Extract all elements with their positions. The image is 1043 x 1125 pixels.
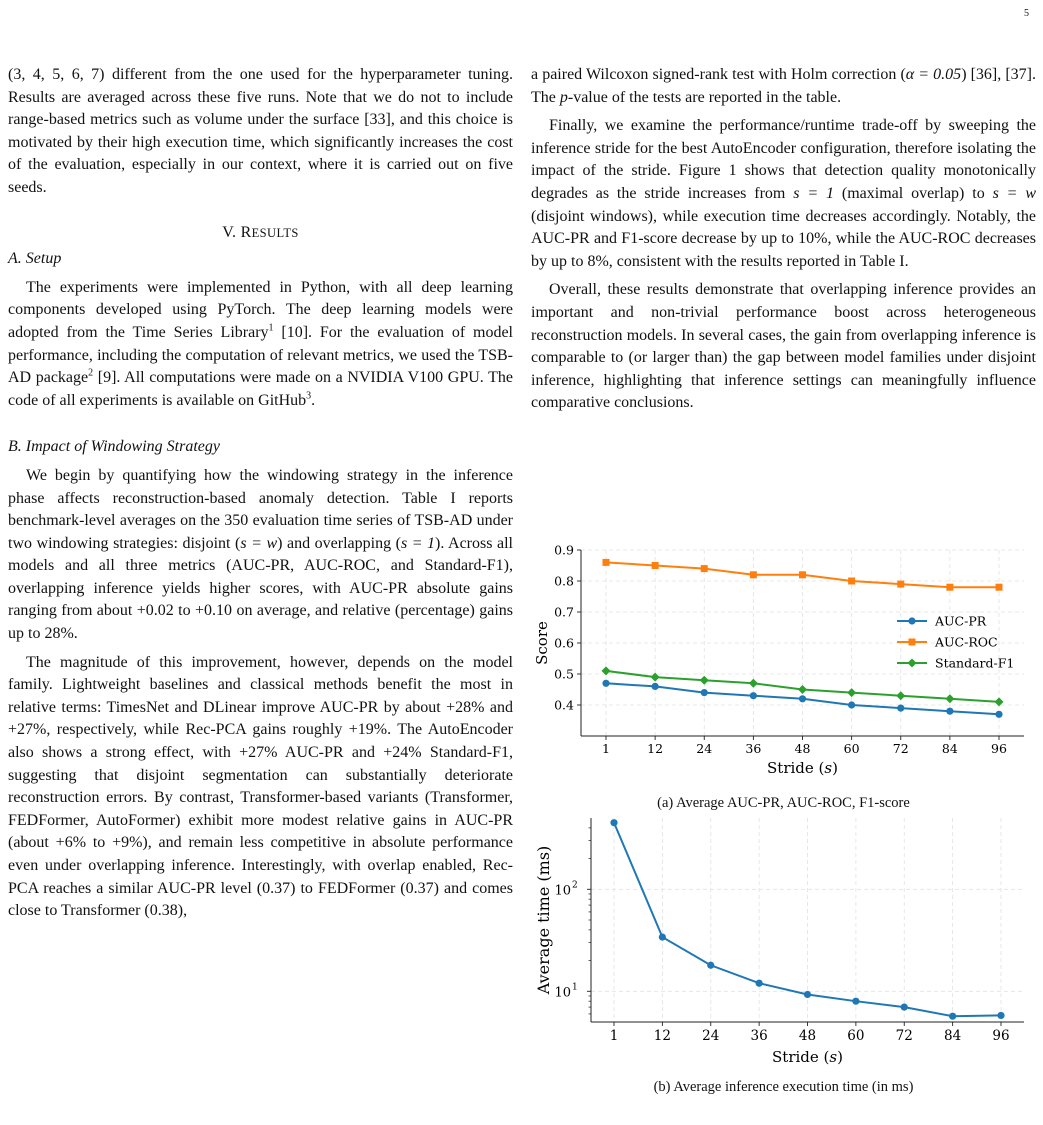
section-title-rest: ESULTS xyxy=(251,225,299,240)
x-tick-label: 48 xyxy=(798,1028,817,1044)
x-axis-label xyxy=(767,759,838,777)
setup-text-end: . xyxy=(311,391,316,409)
subsection-setup: A. Setup xyxy=(8,250,62,268)
page-number: 5 xyxy=(1024,8,1029,19)
y-tick-label: 10 xyxy=(554,985,571,1001)
x-tick-label: 60 xyxy=(847,1028,865,1044)
y-tick-exponent: 1 xyxy=(572,982,578,993)
x-tick-label: 24 xyxy=(702,1028,720,1044)
data-point xyxy=(997,1012,1004,1019)
y-tick-label: 10 xyxy=(554,883,571,899)
math-sw: s = w xyxy=(992,184,1036,202)
wilcoxon-text-c: -value of the tests are reported in the table. xyxy=(567,88,842,106)
data-point xyxy=(946,584,953,591)
setup-text-2: [10]. For the evaluation of model performance, including the computation of relevant metrics, we used the TSB-AD package xyxy=(8,323,514,387)
data-point xyxy=(750,692,757,699)
data-point xyxy=(799,571,806,578)
data-point xyxy=(798,685,807,694)
y-tick-label: 0.9 xyxy=(554,542,574,558)
data-point xyxy=(659,933,666,940)
x-axis-label-symbol: s xyxy=(824,759,833,777)
wilcoxon-paragraph xyxy=(531,64,1036,109)
y-tick-label: 0.8 xyxy=(554,573,574,589)
x-axis-label xyxy=(772,1048,843,1066)
data-point xyxy=(848,578,855,585)
footnote-mark-1: 1 xyxy=(268,322,274,334)
math-disjoint: s = w xyxy=(240,534,278,552)
legend-marker xyxy=(908,659,917,668)
setup-text-1: The experiments were implemented in Python, with all deep learning components developed using PyTorch. The deep learning models were adopted from the Time Series Library xyxy=(8,278,513,341)
wilcoxon-text-b: ) [36], [37]. The xyxy=(531,66,1037,106)
stride-paragraph xyxy=(531,115,1036,273)
stride-text-a: Finally, we examine the performance/runtime trade-off by sweeping the inference stride for the best AutoEncoder configuration, therefore isolating the impact of the stride. Figure 1 shows that detection quality monotonically degrades as the stride increases from xyxy=(531,117,1036,202)
data-point xyxy=(707,962,714,969)
data-point xyxy=(756,980,763,987)
data-point xyxy=(946,708,953,715)
data-point xyxy=(750,571,757,578)
legend-marker xyxy=(908,617,915,624)
legend-label: AUC-PR xyxy=(935,613,987,629)
data-point xyxy=(652,683,659,690)
data-point xyxy=(897,705,904,712)
y-tick-exponent: 2 xyxy=(572,880,578,891)
data-point xyxy=(897,581,904,588)
x-tick-label: 84 xyxy=(941,741,958,756)
math-alpha: α = 0.05 xyxy=(905,66,962,83)
math-overlap: s = 1 xyxy=(400,534,436,552)
x-tick-label: 84 xyxy=(944,1028,962,1044)
data-point xyxy=(901,1003,908,1010)
x-tick-label: 1 xyxy=(602,741,610,756)
score-chart xyxy=(531,538,1036,788)
section-heading-results xyxy=(8,222,513,245)
data-point xyxy=(852,998,859,1005)
figure-a xyxy=(531,538,1036,812)
data-point xyxy=(945,694,954,703)
math-s1: s = 1 xyxy=(793,184,835,202)
data-point xyxy=(996,584,1003,591)
data-point xyxy=(847,688,856,697)
y-axis-label: Score xyxy=(533,621,551,665)
x-tick-label: 12 xyxy=(653,1028,671,1044)
windowing-paragraph-2: The magnitude of this improvement, however, depends on the model family. Lightweight baselines and classical methods benefit the most in relative terms: TimesNet and DLinear improve AUC-PR by about +28% and +27%, respectively, while Rec-PCA gains roughly +19%. The AutoEncoder also shows a strong effect, with +27% AUC-PR and +24% Standard-F1, suggesting that disjoint segmentation can substantially deteriorate reconstruction errors. By contrast, Transformer-based variants (Transformer, FEDFormer, AutoFormer) exhibit more modest relative gains in AUC-PR (about +6% to +9%), and remain less competitive in absolute performance even under overlapping inference. Interestingly, with overlap enabled, Rec-PCA reaches a similar AUC-PR level (0.37) to FEDFormer (0.37) and comes close to Transformer (0.38), xyxy=(8,653,513,920)
windowing-text-a: We begin by quantifying how the windowing strategy in the inference phase affects reconstruction-based anomaly detection. Table I reports benchmark-level averages on the 350 evaluation time series of TSB-AD under two windowing strategies: disjoint ( xyxy=(8,466,513,552)
legend-label: Standard-F1 xyxy=(935,655,1015,671)
windowing-text-c: ). Across all models and all three metrics (AUC-PR, AUC-ROC, and Standard-F1), overlapping inference yields higher scores, with AUC-PR absolute gains ranging from about +0.02 to +0.10 on average, and relative (percentage) gains up to 28%. xyxy=(8,534,513,643)
right-column xyxy=(531,64,1036,415)
x-tick-label: 1 xyxy=(609,1028,619,1044)
data-point xyxy=(896,691,905,700)
y-tick-label: 0.5 xyxy=(554,666,574,682)
x-tick-label: 72 xyxy=(895,1028,913,1044)
data-point xyxy=(995,711,1002,718)
data-point xyxy=(799,695,806,702)
legend-marker xyxy=(909,639,916,646)
x-axis-label-part: ) xyxy=(832,759,838,777)
x-tick-label: 48 xyxy=(794,741,811,756)
footnote-mark-2: 2 xyxy=(88,367,94,379)
caption-a: (a) Average AUC-PR, AUC-ROC, F1-score xyxy=(657,795,910,811)
data-point xyxy=(610,819,617,826)
data-point xyxy=(652,562,659,569)
data-point xyxy=(949,1013,956,1020)
setup-text-3: [9]. All computations were made on a NVIDIA V100 GPU. The code of all experiments is available on GitHub xyxy=(8,369,514,409)
x-axis-label-part: ) xyxy=(837,1048,843,1066)
stride-text-c: (disjoint windows), while execution time decreases accordingly. Notably, the AUC-PR and F1-score decrease by up to 10%, while the AUC-ROC decreases by up to 8%, consistent with the results reported in Table I. xyxy=(531,207,1036,270)
data-point xyxy=(602,680,609,687)
x-tick-label: 36 xyxy=(745,741,762,756)
time-chart xyxy=(531,810,1036,1072)
section-numeral: V. xyxy=(222,223,237,241)
x-tick-label: 72 xyxy=(892,741,909,756)
data-point xyxy=(749,679,758,688)
wilcoxon-text-a: a paired Wilcoxon signed-rank test with Holm correction ( xyxy=(531,66,906,83)
left-column xyxy=(8,64,513,923)
data-point xyxy=(804,991,811,998)
math-p: p xyxy=(559,88,568,106)
caption-b: (b) Average inference execution time (in ms) xyxy=(653,1079,914,1095)
x-axis-label-part: Stride ( xyxy=(767,759,825,777)
intro-paragraph: (3, 4, 5, 6, 7) different from the one used for the hyperparameter tuning. Results are averaged across these five runs. Note that we do not to include range-based metrics such as volume under the surface [33], and this choice is motivated by their high execution time, which significantly increases the cost of the evaluation, especially in our context, where it is carried out on five seeds. xyxy=(8,66,513,196)
data-point xyxy=(701,689,708,696)
x-tick-label: 36 xyxy=(750,1028,768,1044)
data-point xyxy=(700,676,709,685)
stride-text-b: (maximal overlap) to xyxy=(834,184,993,202)
x-tick-label: 12 xyxy=(647,741,664,756)
y-tick-label: 0.6 xyxy=(554,635,574,651)
data-point xyxy=(701,565,708,572)
data-point xyxy=(603,559,610,566)
x-tick-label: 24 xyxy=(696,741,713,756)
x-tick-label: 96 xyxy=(992,1028,1010,1044)
windowing-text-b: ) and overlapping ( xyxy=(277,534,401,552)
x-axis-label-symbol: s xyxy=(829,1048,838,1066)
data-point xyxy=(848,701,855,708)
overall-paragraph: Overall, these results demonstrate that overlapping inference provides an important and non-trivial performance boost across heterogeneous reconstruction models. In several cases, the gain from overlapping inference is comparable to (or larger than) the gap between model families under disjoint inference, highlighting that inference settings can meaningfully influence comparative conclusions. xyxy=(531,281,1036,412)
windowing-paragraph-1 xyxy=(8,465,513,646)
setup-paragraph xyxy=(8,277,513,413)
subsection-windowing: B. Impact of Windowing Strategy xyxy=(8,438,220,456)
y-tick-label: 0.4 xyxy=(554,697,574,713)
x-tick-label: 96 xyxy=(991,741,1007,756)
figure-b xyxy=(531,810,1036,1096)
x-tick-label: 60 xyxy=(843,741,860,756)
footnote-mark-3: 3 xyxy=(306,390,312,402)
section-title-first: R xyxy=(240,223,252,241)
y-axis-label: Average time (ms) xyxy=(534,845,553,995)
x-axis-label-part: Stride ( xyxy=(772,1048,830,1066)
legend-label: AUC-ROC xyxy=(935,634,998,650)
y-tick-label: 0.7 xyxy=(554,604,574,620)
